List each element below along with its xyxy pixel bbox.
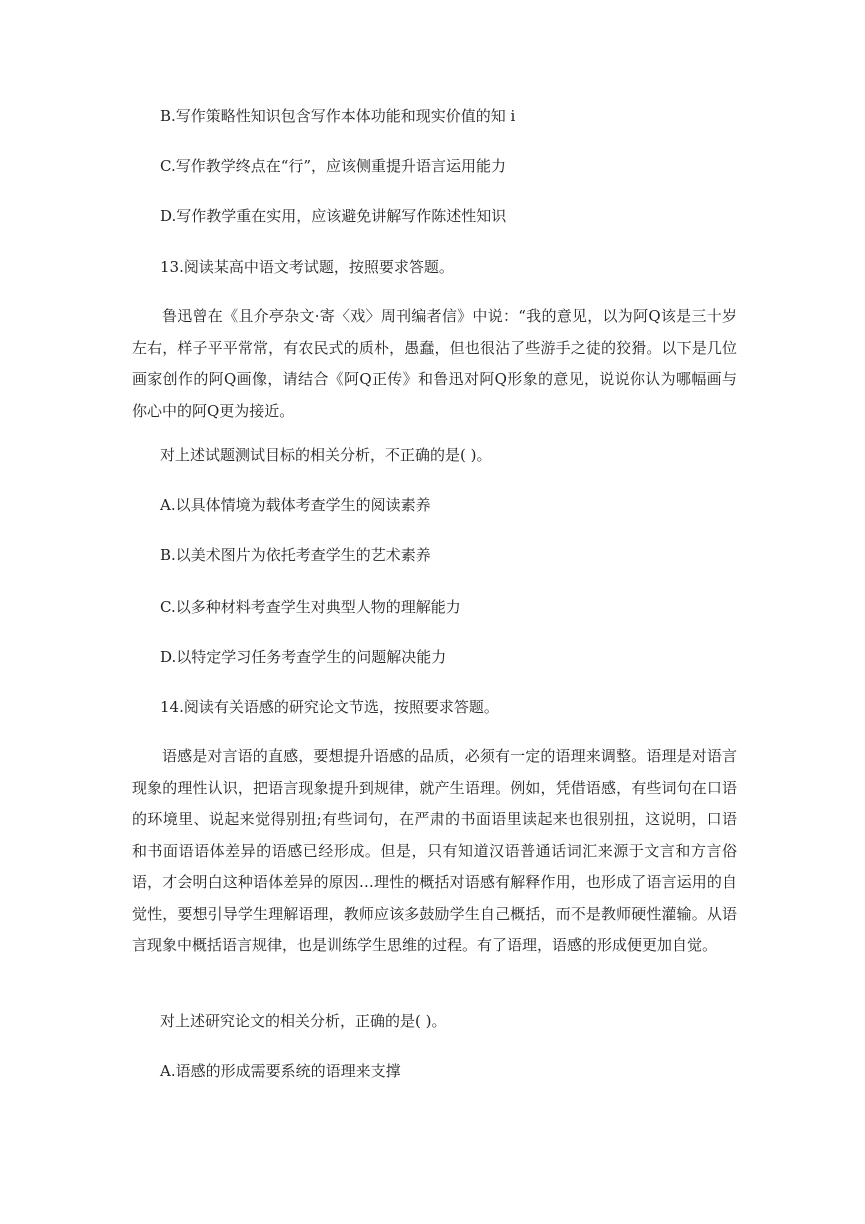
option-12-b: B.写作策略性知识包含写作本体功能和现实价值的知 i bbox=[160, 107, 516, 125]
question-14-passage: 语感是对言语的直感，要想提升语感的品质，必须有一定的语理来调整。语理是对语言现象的理性认识，把语言现象提升到规律，就产生语理。例如，凭借语感，有些词句在口语的环境里、说起来觉得别扭;有些词句，在严肃的书面语里读起来也很别扭，这说明，口语和书面语语体差异的语感已经形成。但是，只有知道汉语普通话词汇来源于文言和方言俗语，才会明白这种语体差异的原因…理性的概括对语感有解释作用，也形成了语言运用的自觉性，要想引导学生理解语理，教师应该多鼓励学生自己概括，而不是教师硬性灌输。从语言现象中概括语言规律，也是训练学生思维的过程。有了语理，语感的形成便更加自觉。 bbox=[132, 747, 737, 954]
question-14-option-a: A.语感的形成需要系统的语理来支撑 bbox=[160, 1062, 401, 1080]
option-12-d: D.写作教学重在实用，应该避免讲解写作陈述性知识 bbox=[160, 207, 507, 225]
question-14-stem: 对上述研究论文的相关分析，正确的是( )。 bbox=[160, 1012, 447, 1030]
question-13-option-b: B.以美术图片为依托考查学生的艺术素养 bbox=[160, 546, 431, 564]
question-13-passage: 鲁迅曾在《且介亭杂文·寄〈戏〉周刊编者信》中说：“我的意见，以为阿Q该是三十岁左右，样子平平常常，有农民式的质朴，愚蠢，但也很沾了些游手之徒的狡猾。以下是几位画家创作的阿Q画像，请结合《阿Q正传》和鲁迅对阿Q形象的意见，说说你认为哪幅画与你心中的阿Q更为接近。 bbox=[132, 307, 737, 420]
question-13-title: 13.阅读某高中语文考试题，按照要求答题。 bbox=[160, 258, 454, 276]
question-14-title: 14.阅读有关语感的研究论文节选，按照要求答题。 bbox=[160, 698, 499, 716]
question-13-option-c: C.以多种材料考查学生对典型人物的理解能力 bbox=[160, 598, 461, 616]
question-13-option-d: D.以特定学习任务考查学生的问题解决能力 bbox=[160, 648, 447, 666]
question-13-stem: 对上述试题测试目标的相关分析，不正确的是( )。 bbox=[160, 446, 492, 464]
question-13-option-a: A.以具体情境为载体考查学生的阅读素养 bbox=[160, 496, 431, 514]
option-12-c: C.写作教学终点在“行”，应该侧重提升语言运用能力 bbox=[160, 157, 507, 175]
